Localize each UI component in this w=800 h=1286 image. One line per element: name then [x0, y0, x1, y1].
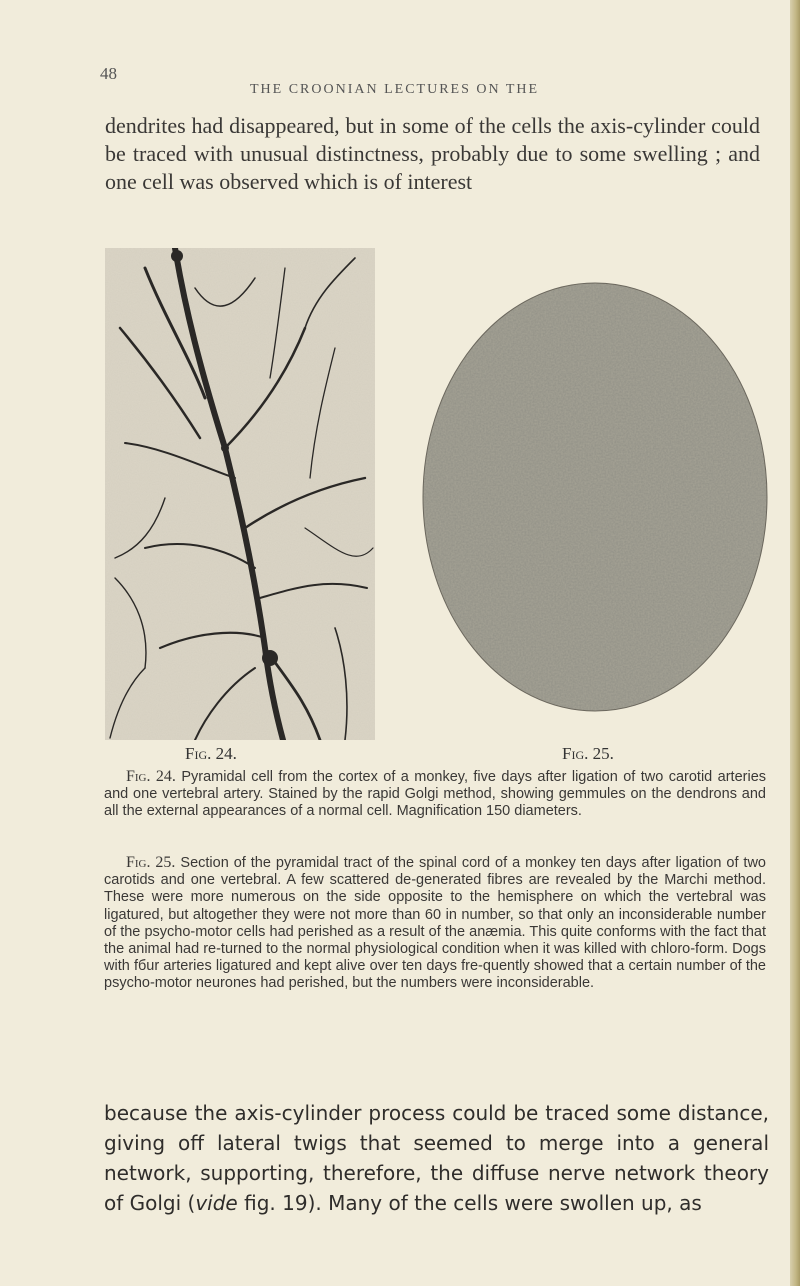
figure-24-caption: [104, 768, 766, 821]
bottom-paragraph: [104, 1098, 769, 1218]
figure-24-label: Fig. 24.: [185, 744, 237, 763]
bottom-paragraph-italic: vide: [195, 1191, 238, 1215]
page-spine-edge: [790, 0, 800, 1286]
running-head: THE CROONIAN LECTURES ON THE: [250, 82, 540, 97]
figure-25-caption: [104, 854, 766, 993]
figure-24-caption-text: Pyramidal cell from the cortex of a monkey, five days after ligation of two carotid arteries and one vertebral artery. Stained by the rapid Golgi method, showing gemmules on the dendrons and all the external appearances of a normal cell. Magnification 150 diameters.: [104, 769, 767, 820]
page-number: 48: [100, 64, 117, 83]
figure-25-spinal-cord-section-image: [420, 280, 770, 715]
figure-24-pyramidal-cell-image: [105, 248, 375, 740]
spinal-cord-section-illustration: [420, 280, 770, 715]
pyramidal-cell-illustration: [105, 248, 375, 740]
figure-24-caption-lead: Fig. 24.: [126, 768, 176, 785]
figure-25-label: Fig. 25.: [562, 744, 614, 763]
bottom-paragraph-text-before: because the axis-cylinder process could be traced some distance, giving off lateral twigs that seemed to merge into a general network, supporting, therefore, the diffuse nerve network theory of Golgi (: [104, 1101, 769, 1215]
top-paragraph: dendrites had disappeared, but in some of the cells the axis-cylinder could be traced with unusual distinctness, probably due to some swelling ; and one cell was observed which is of interest: [105, 113, 760, 194]
figure-25-caption-lead: Fig. 25.: [126, 854, 176, 871]
figure-25-caption-text: Section of the pyramidal tract of the spinal cord of a monkey ten days after ligation of two carotids and one vertebral. A few scattered de-generated fibres are revealed by the Marchi method. These were more numerous on the side opposite to the hemisphere on which the vertebral was ligatured, but altogether they were not more than 60 in number, so that only an inconsiderable number of the psycho-motor cells had perished as a result of the anæmia. This quite conforms with the fact that the animal had re-turned to the normal physiological condition when it was killed with chloro-form. Dogs with fбur arteries ligatured and kept alive over ten days fre-quently showed that a certain number of the psycho-motor neurones had perished, but the numbers were inconsiderable.: [104, 855, 766, 992]
bottom-paragraph-text-after: fig. 19). Many of the cells were swollen up, as: [237, 1191, 702, 1215]
